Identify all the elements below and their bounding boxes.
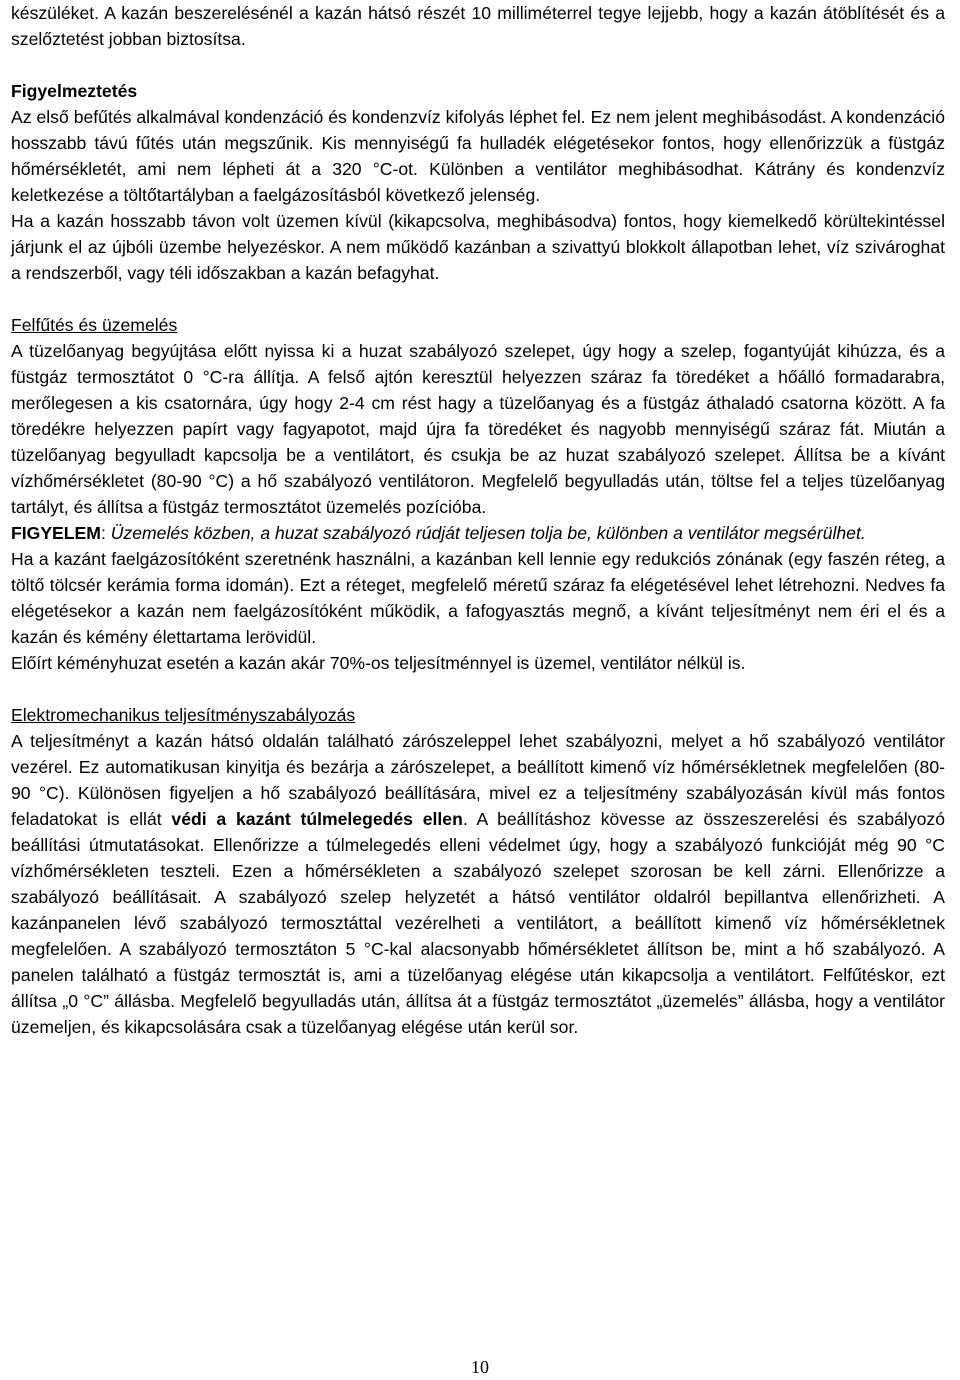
heating-paragraph-1: A tüzelőanyag begyújtása előtt nyissa ki a huzat szabályozó szelepet, úgy hogy a szelep, fogantyúját kihúzza, és a füstgáz termosztátot 0 °C-ra állítja. A felső ajtón keresztül helyezzen száraz fa töredéket a hőálló formadarabra, merőlegesen a kis csatornára, úgy hogy 2-4 cm rést hagy a tüzelőanyag és a füstgáz áthaladó csatorna között. A fa töredékre helyezzen papírt vagy fagyapotot, majd újra fa töredéket és nagyobb mennyiségű száraz fát. Miután a tüzelőanyag begyulladt kapcsolja be a ventilátort, és csukja be az huzat szabályozó szelepet. Állítsa be a kívánt vízhőmérsékletet (80-90 °C) a hő szabályozó ventilátoron. Megfelelő begyulladás után, töltse fel a teljes tüzelőanyag tartályt, és állítsa a füstgáz termosztátot üzemelés pozícióba. — [11, 341, 945, 517]
caution-label: FIGYELEM — [11, 523, 101, 543]
intro-paragraph: készüléket. A kazán beszerelésénél a kazán hátsó részét 10 milliméterrel tegye lejjebb, hogy a kazán átöblítését és a szelőztetést jobban biztosítsa. — [11, 3, 945, 49]
heating-paragraph-2: Ha a kazánt faelgázosítóként szeretnénk használni, a kazánban kell lennie egy redukciós zónának (egy faszén réteg, a töltő tölcsér kerámia forma idomán). Ezt a réteget, megfelelő méretű száraz fa elégetésével lehet létrehozni. Nedves fa elégetésekor a kazán nem faelgázosítóként működik, a fafogyasztás megnő, a kívánt teljesítményt nem éri el és a kazán és kémény élettartama lerövidül. — [11, 549, 945, 647]
warning-paragraph-2: Ha a kazán hosszabb távon volt üzemen kívül (kikapcsolva, meghibásodva) fontos, hogy kiemelkedő körültekintéssel járjunk el az újbóli üzembe helyezéskor. A nem működő kazánban a szivattyú blokkolt állapotban lehet, víz szivároghat a rendszerből, vagy téli időszakban a kazán befagyhat. — [11, 211, 945, 283]
warning-paragraph-1: Az első befűtés alkalmával kondenzáció és kondenzvíz kifolyás léphet fel. Ez nem jelent meghibásodást. A kondenzáció hosszabb távú fűtés után megszűnik. Kis mennyiségű fa hulladék elégetésekor fontos, hogy ellenőrizzük a füstgáz hőmérsékletét, ami nem lépheti át a 320 °C-ot. Különben a ventilátor meghibásodhat. Kátrány és kondenzvíz keletkezése a töltőtartályban a faelgázosításból következő jelenség. — [11, 107, 945, 205]
document-page — [11, 0, 945, 1040]
regulation-paragraph — [11, 728, 945, 1040]
regulation-text-a: A teljesítményt a kazán hátsó oldalán található zárószeleppel lehet szabályozni, melyet a hő szabályozó ventilátor vezérel. Ez automatikusan kinyitja és bezárja a zárószelepet, a beállított kimenő víz hőmérsékletnek megfelelően (80-90 °C). Különösen figyeljen a hő szabályozó beállítására, mivel ez a teljesítmény szabályozásán kívül más fontos feladatokat is ellát — [11, 731, 945, 829]
caution-text: Üzemelés közben, a huzat szabályozó rúdját teljesen tolja be, különben a ventilátor megsérülhet. — [110, 523, 866, 543]
spacer — [11, 286, 945, 312]
heating-paragraph-3: Előírt kéményhuzat esetén a kazán akár 70%-os teljesítménnyel is üzemel, ventilátor nélkül is. — [11, 653, 746, 673]
regulation-text-bold: védi a kazánt túlmelegedés ellen — [171, 809, 463, 829]
regulation-title: Elektromechanikus teljesítményszabályozás — [11, 705, 356, 725]
warning-title: Figyelmeztetés — [11, 81, 138, 101]
page-number: 10 — [471, 1357, 489, 1377]
heating-caution — [11, 520, 945, 546]
heating-title: Felfűtés és üzemelés — [11, 315, 178, 335]
spacer — [11, 52, 945, 78]
regulation-text-b: . A beállításhoz kövesse az összeszerelési és szabályozó beállítási útmutatásokat. Ellenőrizze a túlmelegedés elleni védelmet úgy, hogy a szabályozó funkcióját még 90 °C vízhőmérsékleten teszteli. Ezen a hőmérsékleten a szabályozó szelepet szorosan be kell zárni. Ellenőrizze a szabályozó beállításait. A szabályozó szelep helyzetét a hátsó ventilátor oldalról bepillantva ellenőrizheti. A kazánpanelen lévő szabályozó termosztáttal vezérelheti a ventilátort, a beállított kimenő víz hőmérsékletnek megfelelően. A szabályozó termosztáton 5 °C-kal alacsonyabb hőmérsékletet állítson be, mint a hő szabályozó. A panelen található a füstgáz termosztát is, ami a tüzelőanyag elégése után kikapcsolja a ventilátort. Felfűtéskor, ezt állítsa „0 °C” állásba. Megfelelő begyulladás után, állítsa át a füstgáz termosztátot „üzemelés” állásba, hogy a ventilátor üzemeljen, és kikapcsolására csak a tüzelőanyag elégése után kerül sor. — [11, 809, 945, 1037]
spacer — [11, 676, 945, 702]
caution-separator: : — [100, 523, 111, 543]
